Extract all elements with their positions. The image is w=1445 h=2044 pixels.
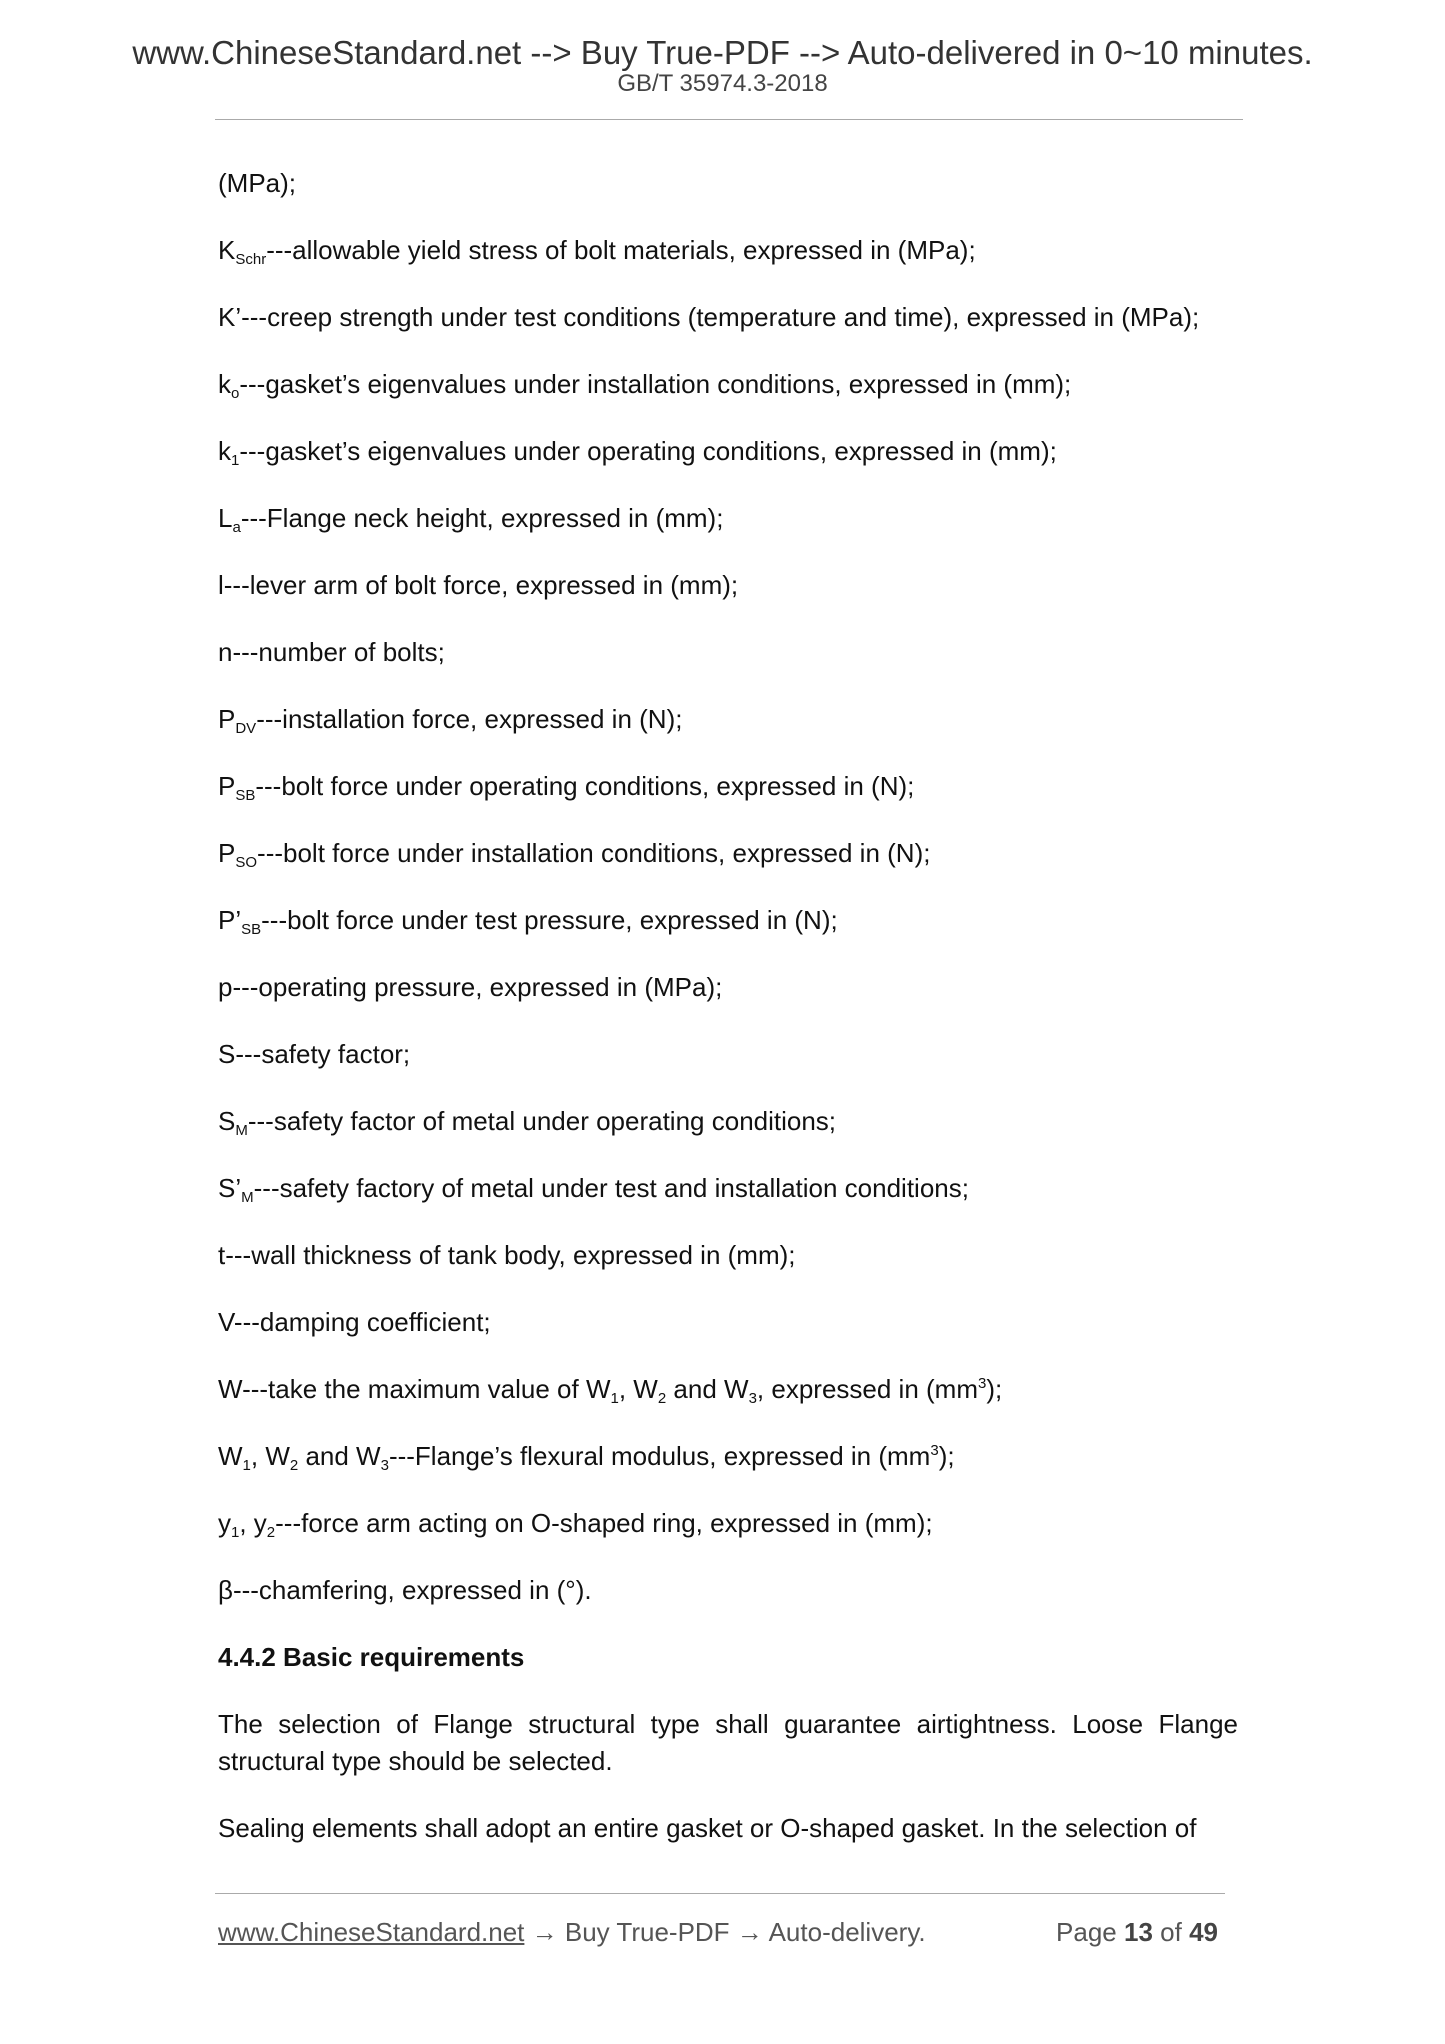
symbol-definition: t---wall thickness of tank body, expressed in (mm); [218, 1240, 796, 1270]
symbol-definition: $k_o---gasket’s$ eigenvalues under installation conditions, expressed in (mm); [218, 369, 1072, 402]
symbol-definition: V---damping coefficient; [218, 1307, 491, 1337]
symbol-definition: $P_{DV}--$-installation force, expressed in (N); [218, 704, 683, 737]
page-total: 49 [1189, 1917, 1218, 1947]
footer-divider [215, 1893, 1225, 1894]
symbol-definition: (MPa); [218, 168, 296, 198]
symbol-definition: l---lever arm of bolt force, expressed in (mm); [218, 570, 739, 600]
footer-buy-text: Buy True-PDF [564, 1917, 730, 1947]
symbol-definition: $P_{SO}--$-bolt force under installation conditions, expressed in (N); [218, 838, 931, 871]
footer-site-link[interactable]: www.ChineseStandard.net [218, 1917, 525, 1947]
symbol-definition: $S’_M--$-safety factory of metal under test and installation conditions; [218, 1173, 969, 1206]
symbol-definition: $W_1$, $W_2$ and $W_3---Flange’s$ flexural modulus, expressed in $(mm^3)$; [218, 1441, 955, 1474]
symbol-definition: K’---creep strength under test conditions (temperature and time), expressed in (MPa); [218, 302, 1200, 332]
symbol-definition: $S_M--$-safety factor of metal under operating conditions; [218, 1106, 837, 1139]
page-footer [218, 1915, 1218, 1949]
paragraph: Sealing elements shall adopt an entire gasket or O-shaped gasket. In the selection of [218, 1813, 1197, 1843]
symbol-definition: p---operating pressure, expressed in (MPa); [218, 972, 723, 1002]
paragraph: The selection of Flange structural type shall guarantee airtightness. Loose Flange structural type should be selected. [218, 1709, 1238, 1776]
symbol-definition: $y_1$, $y_2--$-force arm acting on O-shaped ring, expressed in (mm); [218, 1508, 933, 1541]
page-number: 13 [1124, 1917, 1153, 1947]
arrow-icon: → [729, 1917, 769, 1947]
symbol-definition: $L_a--$-Flange neck height, expressed in (mm); [218, 503, 724, 536]
arrow-icon: → [524, 1917, 565, 1947]
document-code: GB/T 35974.3-2018 [617, 70, 828, 97]
symbol-definition: $k_1---gasket’s$ eigenvalues under operating conditions, expressed in (mm); [218, 436, 1057, 469]
symbol-definition: β---chamfering, expressed in (°). [218, 1575, 592, 1605]
symbol-definition: $P_{SB}--$-bolt force under operating conditions, expressed in (N); [218, 771, 915, 804]
symbol-definition: $K_{Schr}--$-allowable yield stress of bolt materials, expressed in (MPa); [218, 235, 976, 268]
symbol-definition: $P’_{SB}--$-bolt force under test pressure, expressed in (N); [218, 905, 838, 938]
page-indicator: Page 13 of 49 [1056, 1917, 1218, 1947]
symbol-definition: S---safety factor; [218, 1039, 411, 1069]
header-divider [215, 119, 1243, 120]
symbol-definition: W---take the maximum value of $W_1$, $W_2$ and $W_3$, expressed in $(mm^3)$; [218, 1374, 1003, 1407]
document-body [218, 165, 1238, 1877]
symbol-definition: n---number of bolts; [218, 637, 445, 667]
footer-delivery-text: Auto-delivery. [768, 1917, 926, 1947]
top-banner: www.ChineseStandard.net --> Buy True-PDF --> Auto-delivered in 0~10 minutes. [132, 34, 1313, 71]
section-heading: 4.4.2 Basic requirements [218, 1642, 525, 1672]
